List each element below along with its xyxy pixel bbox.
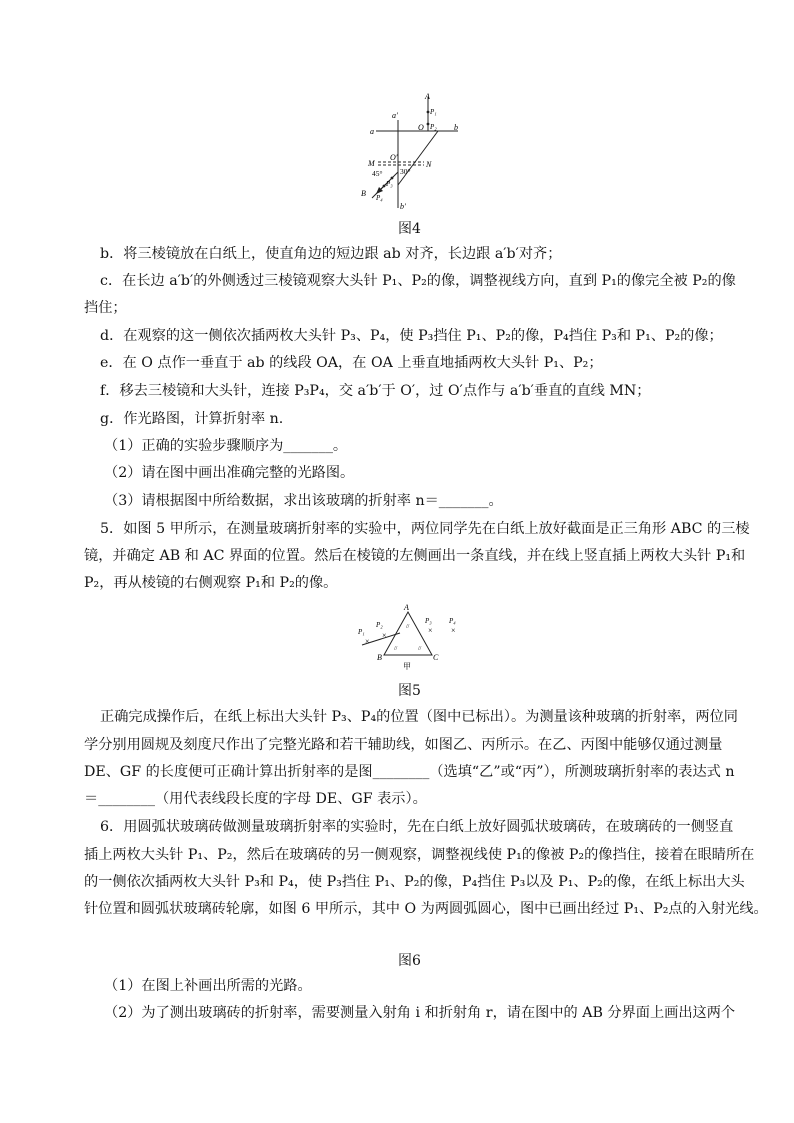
problem5-line-3: P₂，再从棱镜的右侧观察 P₁和 P₂的像。 bbox=[84, 575, 338, 591]
label-N: N bbox=[426, 160, 432, 169]
label-b: b bbox=[454, 123, 458, 132]
figure-5-caption: 图5 bbox=[398, 683, 421, 699]
label-a-prime: a′ bbox=[392, 111, 398, 120]
pin-P4 bbox=[383, 185, 386, 188]
label-M: M bbox=[368, 159, 375, 168]
label-P4: P₄ bbox=[376, 194, 383, 202]
label-A: A bbox=[404, 603, 409, 612]
text-line-6: f．移去三棱镜和大头针，连接 P₃P₄，交 a′b′于 O′，过 O′点作与 a′b′垂直的直线 MN； bbox=[100, 383, 651, 399]
figure-4-diagram bbox=[360, 90, 470, 215]
label-P2: P₂ bbox=[430, 123, 437, 131]
figure-5-diagram bbox=[352, 598, 467, 674]
label-B: B bbox=[361, 189, 366, 198]
label-P3: P₃ bbox=[386, 180, 393, 188]
text-line-4: d．在观察的这一侧依次插两枚大头针 P₃、P₄，使 P₃挡住 P₁、P₂的像，P₄挡住 P₃和 P₁、P₂的像； bbox=[100, 328, 723, 344]
label-angle-45: 45° bbox=[372, 169, 383, 178]
problem6-line-1: 6．用圆弧状玻璃砖做测量玻璃折射率的实验时，先在白纸上放好圆弧状玻璃砖，在玻璃砖的一侧竖直 bbox=[100, 819, 734, 835]
problem6-line-4: 针位置和圆弧状玻璃砖轮廓，如图 6 甲所示，其中 O 为两圆弧圆心，图中已画出经过 P₁、P₂点的入射光线。 bbox=[84, 901, 768, 917]
text-line-1: b．将三棱镜放在白纸上，使直角边的短边跟 ab 对齐，长边跟 a′b′对齐； bbox=[100, 246, 562, 262]
label-P4: P₄ bbox=[449, 617, 456, 625]
problem5-line-7: ＝________（用代表线段长度的字母 DE、GF 表示）。 bbox=[84, 791, 427, 807]
label-angle-30: 30° bbox=[400, 167, 411, 176]
label-P1: P₁ bbox=[358, 628, 365, 636]
pin-mark-P2: × bbox=[382, 631, 387, 640]
pin-P3 bbox=[391, 177, 394, 180]
pin-P2 bbox=[427, 123, 430, 126]
label-C: C bbox=[433, 653, 439, 662]
figure-4-caption: 图4 bbox=[398, 221, 421, 237]
question-line-1: （1）正确的实验步骤顺序为_______。 bbox=[104, 438, 348, 454]
label-P1: P₁ bbox=[430, 108, 437, 116]
problem6-line-2: 插上两枚大头针 P₁、P₂，然后在玻璃砖的另一侧观察，调整视线使 P₁的像被 P₂的像挡住，接着在眼睛所在 bbox=[84, 847, 755, 863]
label-B: B bbox=[377, 653, 382, 662]
glass-mark-2: // bbox=[394, 646, 398, 652]
problem6-question-1: （1）在图上补画出所需的光路。 bbox=[104, 978, 312, 994]
pin-mark-P3: × bbox=[428, 626, 433, 635]
label-a: a bbox=[370, 127, 374, 136]
figure-6-caption: 图6 bbox=[398, 953, 421, 969]
label-O-prime: O′ bbox=[390, 153, 398, 162]
text-line-7: g．作光路图，计算折射率 n. bbox=[100, 411, 284, 427]
problem6-line-3: 的一侧依次插两枚大头针 P₃和 P₄，使 P₃挡住 P₁、P₂的像，P₄挡住 P₃以及 P₁、P₂的像，在纸上标出大头 bbox=[84, 874, 745, 890]
label-P3: P₃ bbox=[425, 617, 432, 625]
problem5-line-4: 正确完成操作后，在纸上标出大头针 P₃、P₄的位置（图中已标出）。为测量该种玻璃的折射率，两位同 bbox=[100, 709, 738, 725]
text-line-2: c．在长边 a′b′的外侧透过三棱镜观察大头针 P₁、P₂的像，调整视线方向，直到 P₁的像完全被 P₂的像 bbox=[100, 273, 736, 289]
text-line-3: 挡住； bbox=[84, 300, 127, 316]
question-line-3: （3）请根据图中所给数据，求出该玻璃的折射率 n＝_______。 bbox=[104, 493, 503, 509]
label-b-prime: b′ bbox=[400, 202, 406, 211]
pin-mark-P4: × bbox=[451, 626, 456, 635]
glass-mark-1: // bbox=[406, 624, 410, 630]
label-O: O bbox=[418, 123, 424, 132]
prism-hypotenuse bbox=[398, 131, 438, 185]
problem6-question-2: （2）为了测出玻璃砖的折射率，需要测量入射角 i 和折射角 r，请在图中的 AB 分界面上画出这两个 bbox=[104, 1005, 736, 1021]
label-P2: P₂ bbox=[376, 621, 383, 629]
label-A: A bbox=[425, 92, 430, 101]
question-line-2: （2）请在图中画出准确完整的光路图。 bbox=[104, 465, 355, 481]
label-jia: 甲 bbox=[403, 662, 411, 671]
problem5-line-5: 学分别用圆规及刻度尺作出了完整光路和若干辅助线，如图乙、丙所示。在乙、丙图中能够仅通过测量 bbox=[84, 737, 723, 753]
problem5-line-1: 5．如图 5 甲所示，在测量玻璃折射率的实验中，两位同学先在白纸上放好截面是正三角形 ABC 的三棱 bbox=[100, 521, 750, 537]
glass-mark-3: // bbox=[418, 646, 422, 652]
pin-mark-P1: × bbox=[365, 637, 370, 646]
problem5-line-6: DE、GF 的长度便可正确计算出折射率的是图________（选填“乙”或“丙”），所测玻璃折射率的表达式 n bbox=[84, 764, 735, 780]
pin-P1 bbox=[427, 111, 430, 114]
text-line-5: e．在 O 点作一垂直于 ab 的线段 OA，在 OA 上垂直地插两枚大头针 P₁、P₂； bbox=[100, 355, 603, 371]
problem5-line-2: 镜，并确定 AB 和 AC 界面的位置。然后在棱镜的左侧画出一条直线，并在线上竖直插上两枚大头针 P₁和 bbox=[84, 548, 746, 564]
